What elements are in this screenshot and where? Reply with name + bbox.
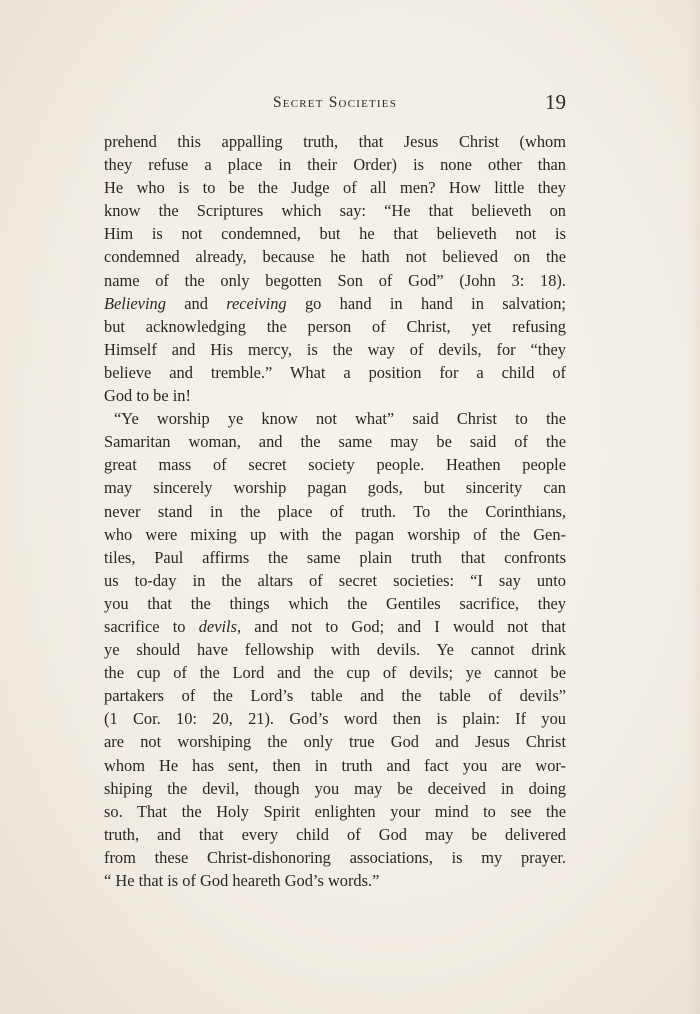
text-line: whom He has sent, then in truth and fact you are wor- [104,755,566,775]
text-line: from these Christ-dishonoring associations, is my prayer. [104,847,566,867]
text-line: are not worshiping the only true God and Jesus Christ [104,732,566,752]
page-number: 19 [545,90,566,114]
text-line: but acknowledging the person of Christ, yet refusing [104,316,566,336]
running-head [104,90,566,116]
text-line: “ He that is of God heareth God’s words.” [104,871,380,890]
text-line-mixed [104,615,566,638]
text-line: never stand in the place of truth. To the Corinthians, [104,501,566,521]
text-line: tiles, Paul affirms the same plain truth that confronts [104,547,566,567]
text-fragment: sacrifice to [104,616,199,636]
page-header-title: Secret Societies [272,94,398,111]
italic-devils: devils [198,616,237,636]
text-line: condemned already, because he hath not believed on the [104,247,566,267]
text-line: Him is not condemned, but he that believeth not is [104,224,566,244]
text-fragment: , and not to God; and I would not that [236,616,566,636]
text-line: the cup of the Lord and the cup of devils; ye cannot be [104,663,566,683]
text-line: He who is to be the Judge of all men? How little they [104,178,566,198]
text-line: (1 Cor. 10: 20, 21). God’s word then is plain: If you [104,709,566,729]
text-line: great mass of secret society people. Heathen people [104,455,566,475]
body-text [104,130,566,892]
text-line: Himself and His mercy, is the way of devils, for “they [104,339,566,359]
text-line: believe and tremble.” What a position for a child of [104,362,566,382]
text-line: may sincerely worship pagan gods, but sincerity can [104,478,566,498]
text-line: us to-day in the altars of secret societies: “I say unto [104,570,566,590]
text-line: so. That the Holy Spirit enlighten your mind to see the [104,801,566,821]
text-line: “Ye worship ye know not what” said Christ to the [114,409,566,429]
text-line: they refuse a place in their Order) is none other than [104,155,566,175]
text-line: truth, and that every child of God may be delivered [104,824,566,844]
text-line: prehend this appalling truth, that Jesus Christ (whom [104,132,566,151]
text-line-mixed [104,292,566,315]
text-line: ye should have fellowship with devils. Ye cannot drink [104,640,566,660]
text-line: name of the only begotten Son of God” (John 3: 18). [104,270,566,290]
text-line: you that the things which the Gentiles sacrifice, they [104,593,566,613]
text-line: God to be in! [104,386,191,406]
text-line: know the Scriptures which say: “He that believeth on [104,201,566,221]
text-fragment: go hand in hand in salvation; [304,293,566,313]
text-fragment: and [165,293,227,313]
text-line: Samaritan woman, and the same may be said of the [104,432,566,452]
text-line: partakers of the Lord’s table and the table of devils” [104,686,566,706]
text-line: shiping the devil, though you may be deceived in doing [104,778,566,798]
italic-receiving: receiving [226,293,287,313]
page-edge-shadow [688,0,700,1014]
text-line: who were mixing up with the pagan worship of the Gen- [104,524,566,544]
italic-believing: Believing [104,293,166,313]
